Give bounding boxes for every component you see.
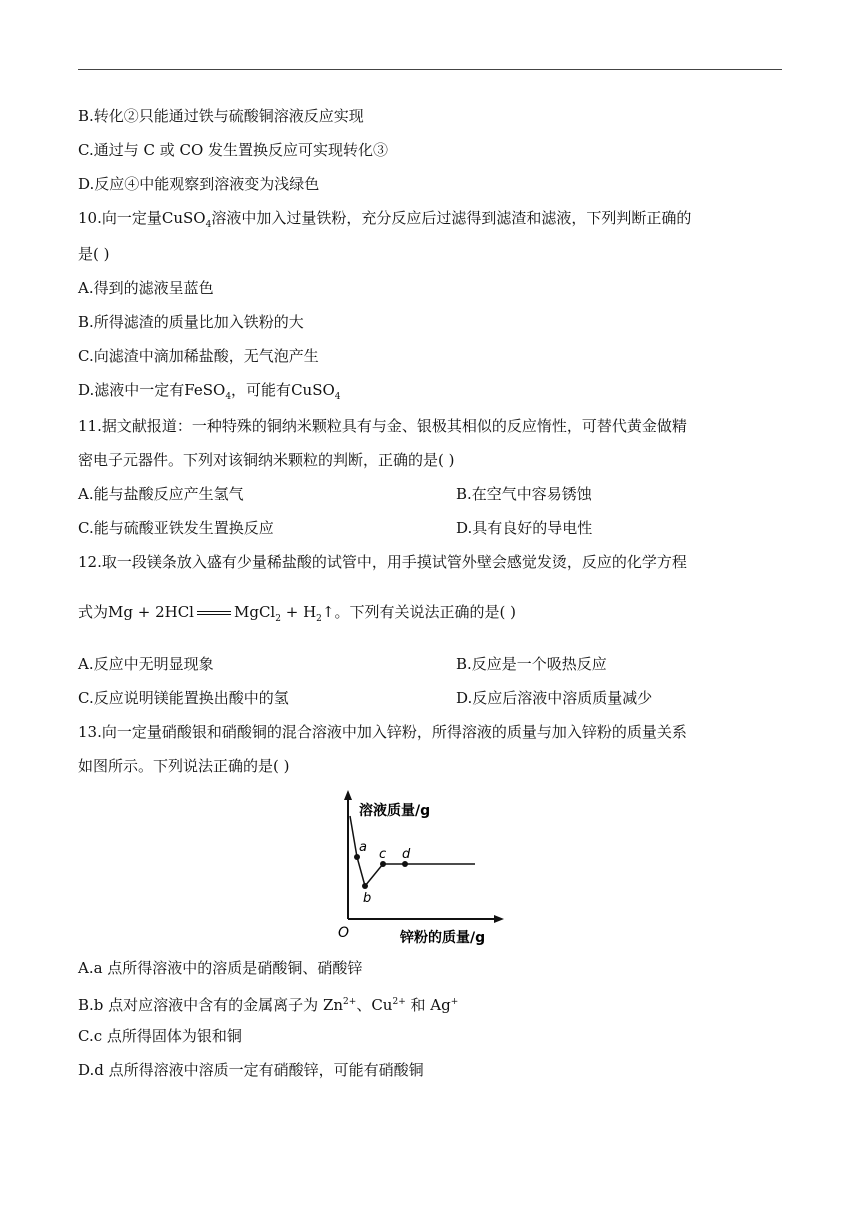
q13-option-c: C.c 点所得固体为银和铜 — [78, 1027, 242, 1045]
q10-stem-line2: 是( ) — [78, 245, 110, 263]
q9-option-d: D.反应④中能观察到溶液变为浅绿色 — [78, 175, 320, 193]
q10-option-c: C.向滤渣中滴加稀盐酸，无气泡产生 — [78, 347, 319, 365]
q12-option-a: A.反应中无明显现象 — [78, 655, 214, 673]
q11-option-b: B.在空气中容易锈蚀 — [456, 485, 592, 503]
q13-stem-line2: 如图所示。下列说法正确的是( ) — [78, 757, 290, 775]
q11-option-d: D.具有良好的导电性 — [456, 519, 593, 537]
chemical-equation: Mg + 2HCl MgCl$_2$ + $H_2↑$ — [108, 603, 335, 624]
x-axis-arrow — [494, 915, 504, 923]
point-b — [362, 883, 368, 889]
q11-stem-line1: 11.据文献报道：一种特殊的铜纳米颗粒具有与金、银极其相似的反应惰性，可替代黄金做精 — [78, 417, 687, 435]
q13-stem-line1: 13.向一定量硝酸银和硝酸铜的混合溶液中加入锌粉，所得溶液的质量与加入锌粉的质量关系 — [78, 723, 687, 741]
q11-options-row2 — [78, 518, 593, 538]
y-axis-label: 溶液质量/g — [359, 803, 431, 819]
q12-stem-line1: 12.取一段镁条放入盛有少量稀盐酸的试管中，用手摸试管外壁会感觉发烫，反应的化学方程 — [78, 553, 687, 571]
point-b-label: b — [363, 891, 372, 906]
mass-curve — [350, 816, 475, 886]
q13-option-d: D.d 点所得溶液中溶质一定有硝酸锌，可能有硝酸铜 — [78, 1061, 424, 1079]
q12-option-c: C.反应说明镁能置换出酸中的氢 — [78, 689, 289, 707]
q9-option-c: C.通过与 C 或 CO 发生置换反应可实现转化③ — [78, 141, 389, 159]
q10-stem-line1: 10.向一定量CuSO$_4$溶液中加入过量铁粉，充分反应后过滤得到滤渣和滤液，下列判断正确的 — [78, 209, 692, 230]
point-d-label: d — [402, 847, 411, 862]
q11-stem-line2: 密电子元器件。下列对该铜纳米颗粒的判断，正确的是( ) — [78, 451, 455, 469]
q11-option-a: A.能与盐酸反应产生氢气 — [78, 485, 244, 503]
point-c-label: c — [379, 847, 387, 862]
solution-mass-graph — [330, 786, 510, 946]
q12-option-b: B.反应是一个吸热反应 — [456, 655, 607, 673]
q10-option-a: A.得到的滤液呈蓝色 — [78, 279, 214, 297]
q13-option-a: A.a 点所得溶液中的溶质是硝酸铜、硝酸锌 — [78, 959, 363, 977]
cuso4-formula: CuSO$_4$ — [161, 209, 212, 230]
q10-option-b: B.所得滤渣的质量比加入铁粉的大 — [78, 313, 304, 331]
q12-options-row2 — [78, 688, 653, 708]
point-a-label: a — [359, 840, 367, 855]
q9-option-b: B.转化②只能通过铁与硫酸铜溶液反应实现 — [78, 107, 364, 125]
q10-option-d: D.滤液中一定有FeSO$_4$，可能有CuSO$_4$ — [78, 381, 341, 402]
q11-options-row1 — [78, 484, 592, 504]
y-axis-arrow — [344, 790, 352, 800]
q11-option-c: C.能与硫酸亚铁发生置换反应 — [78, 519, 274, 537]
equals-sign — [197, 611, 231, 615]
x-axis-label: 锌粉的质量/g — [400, 930, 486, 946]
q12-option-d: D.反应后溶液中溶质质量减少 — [456, 689, 653, 707]
q12-options-row1 — [78, 654, 607, 674]
q13-option-b: B.b 点对应溶液中含有的金属离子为 $Zn^{2+}$、$Cu^{2+}$ 和 Ag+ — [78, 996, 459, 1014]
gas-arrow: ↑ — [321, 603, 335, 621]
origin-label: O — [338, 925, 350, 941]
header-rule — [78, 69, 782, 70]
q12-stem-line2: 式为Mg + 2HCl MgCl$_2$ + $H_2↑$。下列有关说法正确的是( ) — [78, 603, 516, 624]
